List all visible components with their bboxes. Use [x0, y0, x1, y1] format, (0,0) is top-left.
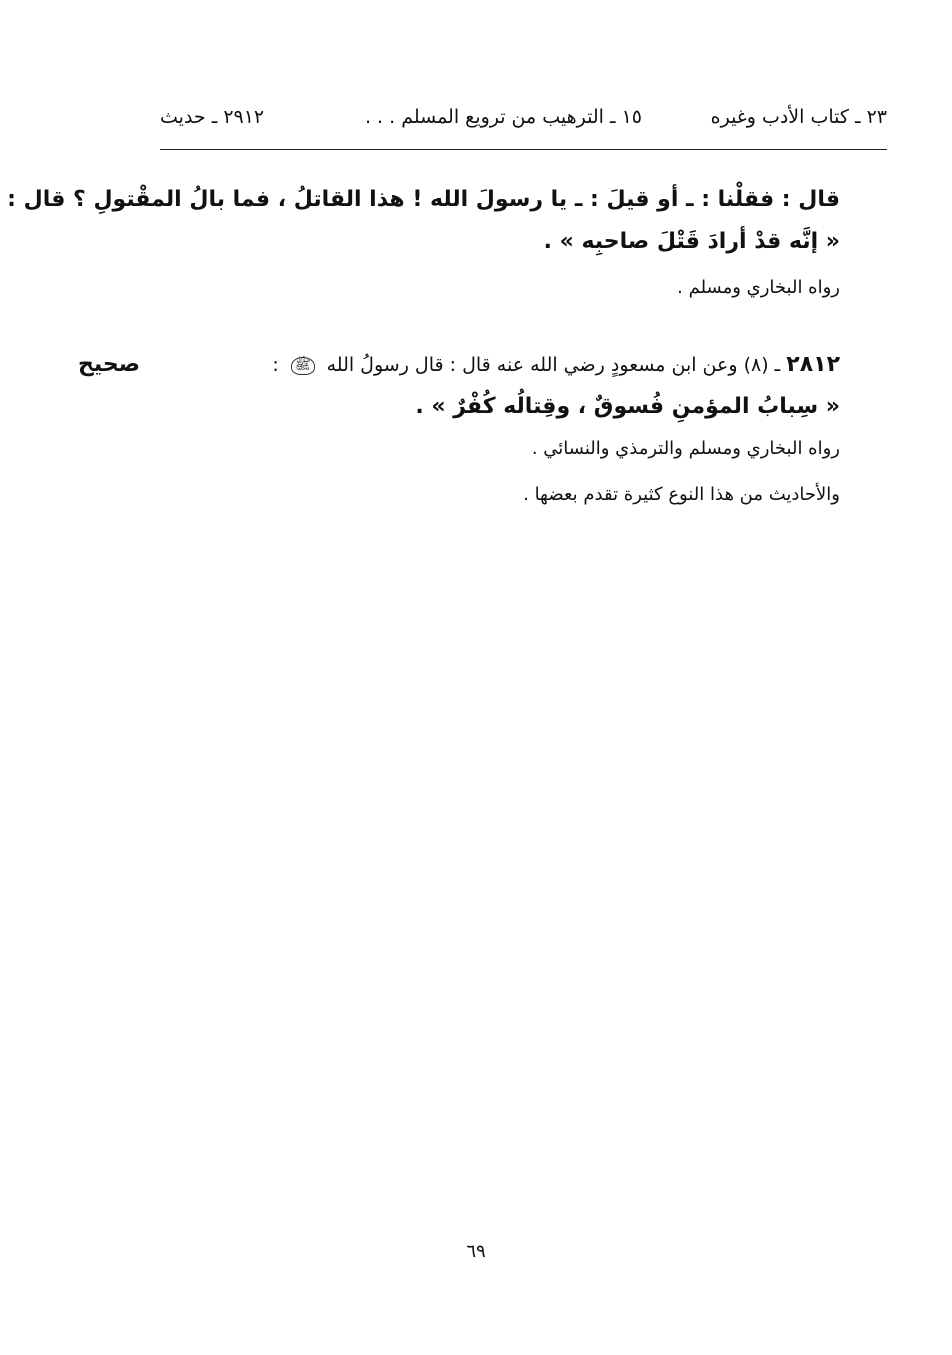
- hadith-2812: [160, 350, 840, 508]
- hadith-source: رواه البخاري ومسلم .: [677, 277, 840, 298]
- hadith-text-line: « سِبابُ المؤمنِ فُسوقٌ ، وقِتالُه كُفْرٌ » .: [415, 394, 840, 419]
- hadith-text-line: قال : فقلْنا : ـ أو قيلَ : ـ يا رسولَ الله ! هذا القاتلُ ، فما بالُ المقْتولِ ؟ قال :: [7, 187, 840, 212]
- page-number: ٦٩: [466, 1241, 486, 1262]
- hadith-intro-line: [160, 350, 840, 380]
- hadith-grade: صحيح: [78, 352, 140, 377]
- passage-continuation: [7, 185, 840, 301]
- hadith-text-line: « إنَّه قدْ أرادَ قَتْلَ صاحبِه » .: [543, 229, 840, 254]
- salutation-mark-icon: ﷺ: [291, 357, 315, 375]
- running-head: [160, 102, 887, 132]
- closing-note: والأحاديث من هذا النوع كثيرة تقدم بعضها .: [523, 484, 840, 505]
- header-divider: [160, 149, 887, 150]
- running-head-chapter: ٢٣ ـ كتاب الأدب وغيره: [710, 106, 887, 128]
- hadith-intro-colon: :: [272, 354, 279, 376]
- running-head-section: ١٥ ـ الترهيب من ترويع المسلم . . .: [364, 106, 642, 128]
- running-head-hadith-range: ٢٩١٢ ـ حديث: [160, 106, 265, 128]
- hadith-number: ٢٨١٢: [786, 352, 840, 377]
- hadith-source: رواه البخاري ومسلم والترمذي والنسائي .: [531, 438, 840, 459]
- hadith-intro: ـ (٨) وعن ابن مسعودٍ رضي الله عنه قال : قال رسولُ الله: [326, 354, 781, 376]
